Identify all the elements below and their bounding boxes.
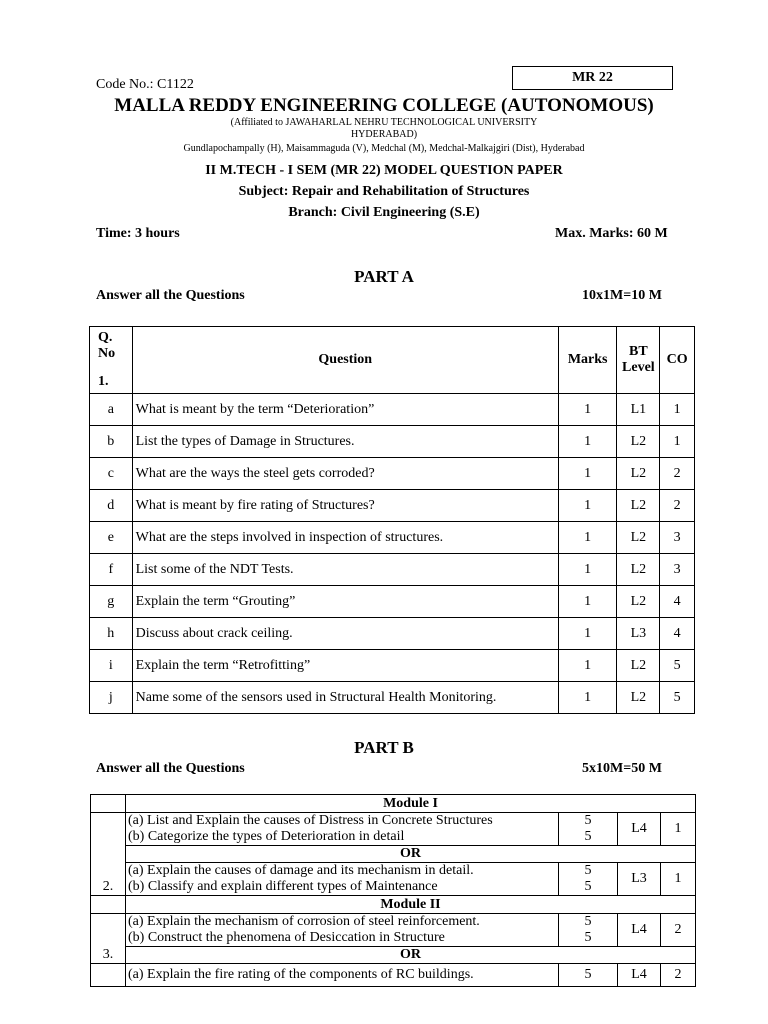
row-number: d	[90, 490, 133, 522]
marks-part-a: 5	[584, 813, 592, 828]
row-marks: 1	[558, 618, 617, 650]
row-bt-level: L2	[617, 554, 660, 586]
question-part-a: (a) Explain the mechanism of corrosion of steel reinforcement.	[128, 914, 480, 929]
part-a-instruction: Answer all the Questions	[96, 288, 245, 303]
row-co: 3	[660, 522, 695, 554]
table-row	[90, 394, 695, 426]
regulation-box: MR 22	[512, 66, 673, 90]
row-co: 5	[660, 682, 695, 714]
question-bt-level: L4	[618, 914, 661, 947]
question-marks	[559, 964, 618, 987]
bt-header-line-2: Level	[622, 360, 655, 375]
affiliation-line-2: HYDERABAD)	[350, 129, 418, 140]
question-text	[126, 964, 559, 987]
or-row	[91, 846, 696, 863]
row-question: Discuss about crack ceiling.	[132, 618, 558, 650]
module-1-heading: Module I	[126, 795, 696, 813]
part-a-title: PART A	[354, 267, 414, 286]
marks-header: Marks	[558, 327, 617, 394]
college-address: Gundlapochampally (H), Maisammaguda (V), Medchal (M), Medchal-Malkajgiri (Dist), Hyderabad	[183, 143, 585, 154]
row-question: List the types of Damage in Structures.	[132, 426, 558, 458]
row-number: j	[90, 682, 133, 714]
question-number: 3.	[91, 914, 126, 964]
qno-header-line-3: 1.	[98, 374, 109, 389]
module-2-heading: Module II	[126, 896, 696, 914]
row-number: b	[90, 426, 133, 458]
row-co: 2	[660, 490, 695, 522]
branch-line: Branch: Civil Engineering (S.E)	[288, 205, 480, 220]
row-question: What are the ways the steel gets corroded?	[132, 458, 558, 490]
row-marks: 1	[558, 586, 617, 618]
question-bt-level: L4	[618, 813, 661, 846]
row-co: 3	[660, 554, 695, 586]
row-bt-level: L2	[617, 458, 660, 490]
code-number: Code No.: C1122	[96, 77, 194, 92]
exam-title: II M.TECH - I SEM (MR 22) MODEL QUESTION PAPER	[205, 163, 563, 178]
row-co: 2	[660, 458, 695, 490]
question-marks	[559, 914, 618, 947]
question-row	[91, 813, 696, 846]
row-marks: 1	[558, 522, 617, 554]
table-row	[90, 554, 695, 586]
question-text	[126, 813, 559, 846]
question-part-b: (b) Categorize the types of Deterioration in detail	[128, 829, 405, 844]
row-question: What is meant by the term “Deterioration”	[132, 394, 558, 426]
row-co: 1	[660, 426, 695, 458]
row-bt-level: L2	[617, 586, 660, 618]
question-row	[91, 863, 696, 896]
row-co: 4	[660, 586, 695, 618]
row-bt-level: L2	[617, 522, 660, 554]
co-header: CO	[660, 327, 695, 394]
row-question: Explain the term “Retrofitting”	[132, 650, 558, 682]
row-bt-level: L2	[617, 490, 660, 522]
question-marks	[559, 813, 618, 846]
row-co: 4	[660, 618, 695, 650]
qno-header-line-2: No	[98, 346, 116, 361]
row-co: 1	[660, 394, 695, 426]
row-bt-level: L3	[617, 618, 660, 650]
row-number: a	[90, 394, 133, 426]
qno-header	[90, 327, 133, 394]
row-marks: 1	[558, 490, 617, 522]
row-bt-level: L2	[617, 682, 660, 714]
table-row	[90, 426, 695, 458]
marks-part-a: 5	[584, 863, 592, 878]
row-number: f	[90, 554, 133, 586]
exam-duration: Time: 3 hours	[96, 226, 180, 241]
row-marks: 1	[558, 426, 617, 458]
or-row	[91, 947, 696, 964]
row-question: Name some of the sensors used in Structural Health Monitoring.	[132, 682, 558, 714]
row-bt-level: L2	[617, 426, 660, 458]
table-row	[90, 682, 695, 714]
or-separator: OR	[126, 947, 696, 964]
table-row	[90, 458, 695, 490]
question-part-a: (a) Explain the fire rating of the components of RC buildings.	[128, 967, 474, 982]
marks-part-b: 5	[584, 879, 592, 894]
marks-part-a: 5	[584, 967, 592, 982]
question-marks	[559, 863, 618, 896]
bt-level-header	[617, 327, 660, 394]
table-row	[90, 618, 695, 650]
question-co: 1	[661, 813, 696, 846]
row-number: h	[90, 618, 133, 650]
question-row	[91, 964, 696, 987]
question-text	[126, 863, 559, 896]
part-a-table	[89, 326, 695, 714]
max-marks: Max. Marks: 60 M	[555, 226, 668, 241]
question-part-b: (b) Classify and explain different types of Maintenance	[128, 879, 438, 894]
bt-header-line-1: BT	[629, 344, 648, 359]
college-name: MALLA REDDY ENGINEERING COLLEGE (AUTONOMOUS)	[114, 95, 654, 116]
question-co: 1	[661, 863, 696, 896]
empty-cell	[91, 896, 126, 914]
affiliation-line-1: (Affiliated to JAWAHARLAL NEHRU TECHNOLOGICAL UNIVERSITY	[230, 117, 538, 128]
table-row	[90, 522, 695, 554]
row-marks: 1	[558, 682, 617, 714]
table-row	[90, 586, 695, 618]
row-marks: 1	[558, 458, 617, 490]
marks-part-b: 5	[584, 829, 592, 844]
question-bt-level: L3	[618, 863, 661, 896]
row-number: e	[90, 522, 133, 554]
table-row	[90, 490, 695, 522]
row-question: Explain the term “Grouting”	[132, 586, 558, 618]
row-question: List some of the NDT Tests.	[132, 554, 558, 586]
row-number: g	[90, 586, 133, 618]
qno-header-line-1: Q.	[98, 330, 113, 345]
question-row	[91, 914, 696, 947]
part-b-marks-scheme: 5x10M=50 M	[582, 761, 662, 776]
row-bt-level: L1	[617, 394, 660, 426]
part-b-instruction: Answer all the Questions	[96, 761, 245, 776]
question-co: 2	[661, 964, 696, 987]
question-header: Question	[132, 327, 558, 394]
row-number: i	[90, 650, 133, 682]
row-question: What is meant by fire rating of Structures?	[132, 490, 558, 522]
question-co: 2	[661, 914, 696, 947]
marks-part-a: 5	[584, 914, 592, 929]
row-co: 5	[660, 650, 695, 682]
question-part-a: (a) List and Explain the causes of Distress in Concrete Structures	[128, 813, 493, 828]
table-row	[90, 650, 695, 682]
part-b-title: PART B	[354, 738, 414, 757]
empty-cell	[91, 964, 126, 987]
or-separator: OR	[126, 846, 696, 863]
row-question: What are the steps involved in inspection of structures.	[132, 522, 558, 554]
question-bt-level: L4	[618, 964, 661, 987]
part-b-table	[90, 794, 696, 987]
question-part-a: (a) Explain the causes of damage and its mechanism in detail.	[128, 863, 474, 878]
empty-cell	[91, 795, 126, 813]
module-row	[91, 795, 696, 813]
question-number: 2.	[91, 813, 126, 896]
subject-line: Subject: Repair and Rehabilitation of Structures	[238, 184, 530, 199]
row-bt-level: L2	[617, 650, 660, 682]
question-part-b: (b) Construct the phenomena of Desiccation in Structure	[128, 930, 445, 945]
row-marks: 1	[558, 650, 617, 682]
row-marks: 1	[558, 554, 617, 586]
module-row	[91, 896, 696, 914]
question-text	[126, 914, 559, 947]
part-a-marks-scheme: 10x1M=10 M	[582, 288, 662, 303]
marks-part-b: 5	[584, 930, 592, 945]
row-marks: 1	[558, 394, 617, 426]
part-a-header-row	[90, 327, 695, 394]
row-number: c	[90, 458, 133, 490]
